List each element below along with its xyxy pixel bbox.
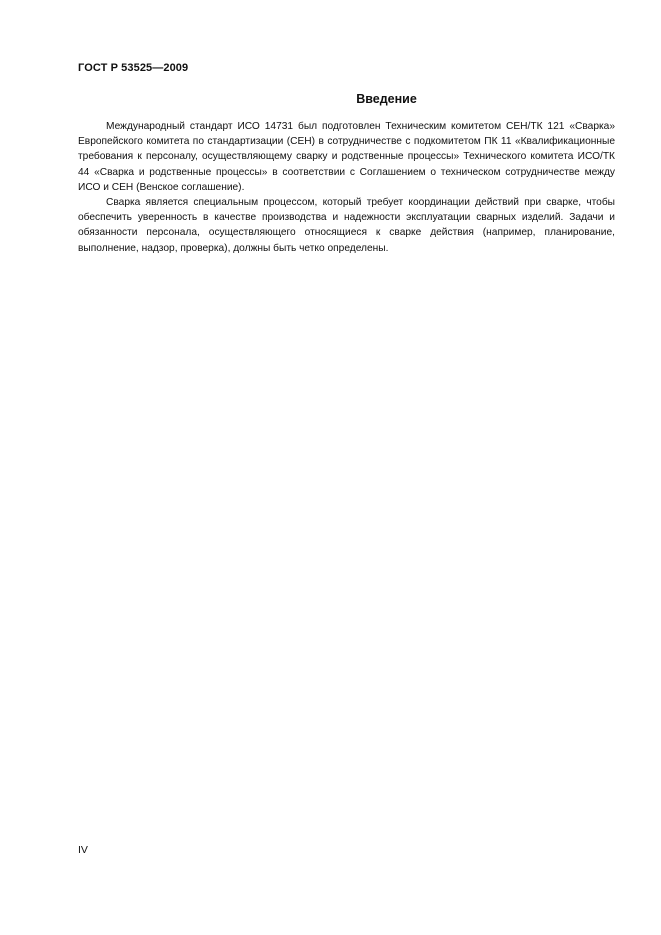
body-text xyxy=(78,119,615,256)
document-header-id: ГОСТ Р 53525—2009 xyxy=(78,62,189,74)
page-number: IV xyxy=(78,844,88,856)
paragraph-1: Международный стандарт ИСО 14731 был подготовлен Техническим комитетом СЕН/ТК 121 «Сварка» Европейского комитета по стандартизации (СЕН) в сотрудничестве с подкомитетом ПК 11 «Квалификационные требования к персоналу, осуществляющему сварку и родственные процессы» Технического комитета ИСО/ТК 44 «Сварка и родственные процессы» в соответствии с Соглашением о техническом сотрудничестве между ИСО и СЕН (Венское соглашение). xyxy=(78,121,615,193)
section-title: Введение xyxy=(356,92,417,106)
paragraph-2: Сварка является специальным процессом, который требует координации действий при сварке, чтобы обеспечить уверенность в качестве производства и надежности эксплуатации сварных изделий. Задачи и обязанности персонала, осуществляющего относящиеся к сварке действия (например, планирование, выполнение, надзор, проверка), должны быть четко определены. xyxy=(78,197,615,254)
